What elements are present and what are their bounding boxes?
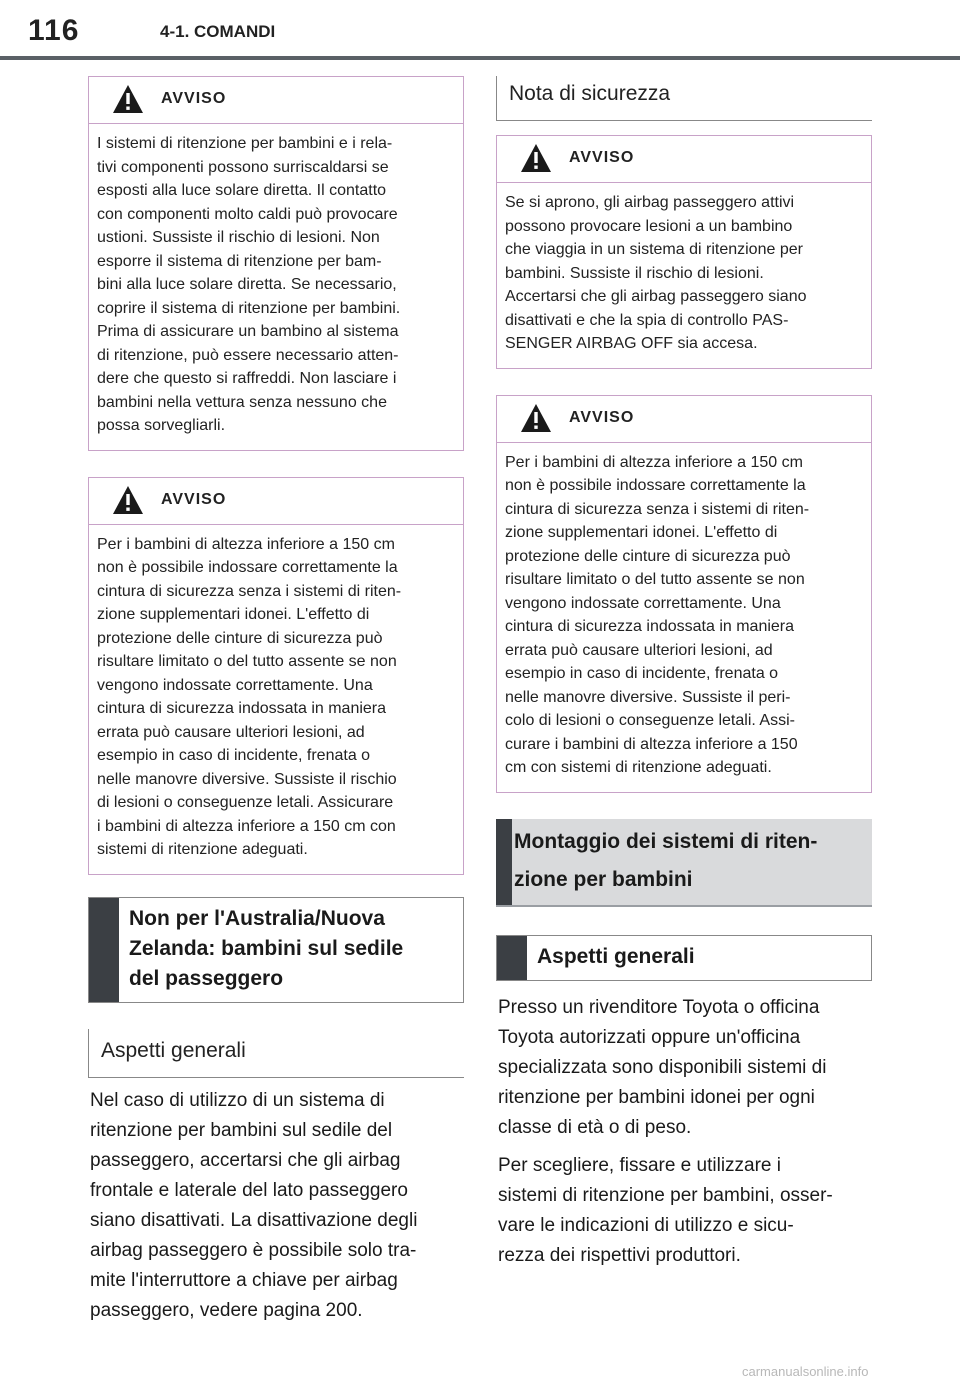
subsection-heading-text: Non per l'Australia/Nuova Zelanda: bambini sul sedile del passeggero — [129, 906, 404, 990]
warning-text: I sistemi di ritenzione per bambini e i rela- tivi componenti possono surriscaldarsi se esposti alla luce solare diretta. Il contatto con componenti molto caldi può provocare ustioni. Sussiste il rischio di lesioni. Non esporre il sistema di ritenzione per bam- bini alla luce solare diretta. Se necessario, coprire il sistema di ritenzione per bambini. Prima di assicurare un bambino al sistema di ritenzione, può essere necessario atten- dere che questo si raffreddi. Non lasciare i bambini nella vettura senza nessuno che possa sorvegliarli. — [97, 135, 401, 434]
heading-bar — [497, 936, 527, 980]
paragraph-text: Per scegliere, fissare e utilizzare i sistemi di ritenzione per bambini, osser- vare le indicazioni di utilizzo e sicu- rezza dei rispettivi produttori. — [498, 1154, 833, 1266]
paragraph-text: Nel caso di utilizzo di un sistema di ritenzione per bambini sul sedile del passeggero, accertarsi che gli airbag frontale e laterale del lato passeggero siano disattivati. La disattivazione degli airbag passeggero è possibile solo tra- mite l'interruttore a chiave per airbag passeggero, vedere pagina 200. — [90, 1089, 418, 1321]
warning-header — [89, 478, 463, 525]
paragraph-text: Presso un rivenditore Toyota o officina Toyota autorizzati oppure un'officina specializzata sono disponibili sistemi di ritenzione per bambini idonei per ogni classe di età o di peso. — [498, 996, 827, 1138]
section-heading-text: Montaggio dei sistemi di riten- zione per bambini — [514, 829, 818, 891]
warning-title: AVVISO — [569, 408, 635, 426]
warning-header — [497, 136, 871, 183]
warning-box — [88, 76, 464, 451]
warning-text: Se si aprono, gli airbag passeggero attivi possono provocare lesioni a un bambino che viaggia in un sistema di ritenzione per bambini. Sussiste il rischio di lesioni. Accertarsi che gli airbag passeggero siano disattivati e che la spia di controllo PAS- SENGER AIRBAG OFF sia accesa. — [505, 194, 807, 352]
watermark: carmanualsonline.info — [742, 1364, 869, 1379]
page-header — [0, 0, 960, 60]
body-paragraph — [496, 993, 872, 1271]
warning-box — [496, 395, 872, 793]
warning-triangle-icon — [519, 142, 553, 174]
warning-header — [89, 77, 463, 124]
warning-triangle-icon — [111, 484, 145, 516]
warning-header — [497, 396, 871, 443]
warning-title: AVVISO — [161, 90, 227, 107]
warning-text: Per i bambini di altezza inferiore a 150 cm non è possibile indossare correttamente la cintura di sicurezza senza i sistemi di riten- zione supplementari idonei. L'effetto di protezione delle cinture di sicurezza può risultare limitato o del tutto assente se non vengono indossate correttamente. Una cintura di sicurezza indossata in maniera errata può causare ulteriori lesioni, ad esempio in caso di incidente, frenata o nelle manovre diversive. Sussiste il peri- colo di lesioni o conseguenze letali. Assi- curare i bambini di altezza inferiore a 150 cm con sistemi di ritenzione adeguati. — [505, 453, 810, 776]
warning-triangle-icon — [111, 83, 145, 115]
heading-bar — [496, 819, 512, 905]
warning-text: Per i bambini di altezza inferiore a 150 cm non è possibile indossare correttamente la cintura di sicurezza senza i sistemi di riten- zione supplementari idonei. L'effetto di protezione delle cinture di sicurezza può risultare limitato o del tutto assente se non vengono indossate correttamente. Una cintura di sicurezza indossata in maniera errata può causare ulteriori lesioni, ad esempio in caso di incidente, frenata o nelle manovre diversive. Sussiste il rischio di lesioni o conseguenze letali. Assicurare i bambini di altezza inferiore a 150 cm con sistemi di ritenzione adeguati. — [97, 535, 402, 858]
warning-title: AVVISO — [569, 149, 635, 166]
topic-heading: Nota di sicurezza — [496, 76, 872, 121]
warning-box — [88, 477, 464, 875]
left-column — [88, 76, 464, 1334]
subsection-heading — [496, 935, 872, 981]
warning-box — [496, 135, 872, 369]
section-heading — [496, 819, 872, 907]
topic-heading: Aspetti generali — [88, 1029, 464, 1078]
body-paragraph — [88, 1086, 464, 1326]
subsection-heading-text: Aspetti generali — [537, 944, 695, 968]
subsection-heading — [88, 897, 464, 1003]
header-rule — [0, 56, 960, 60]
right-column — [496, 76, 872, 1279]
page-number: 116 — [28, 14, 80, 47]
warning-triangle-icon — [519, 402, 553, 434]
section-title: 4-1. COMANDI — [160, 22, 276, 41]
heading-bar — [89, 898, 119, 1002]
warning-title: AVVISO — [161, 490, 227, 508]
